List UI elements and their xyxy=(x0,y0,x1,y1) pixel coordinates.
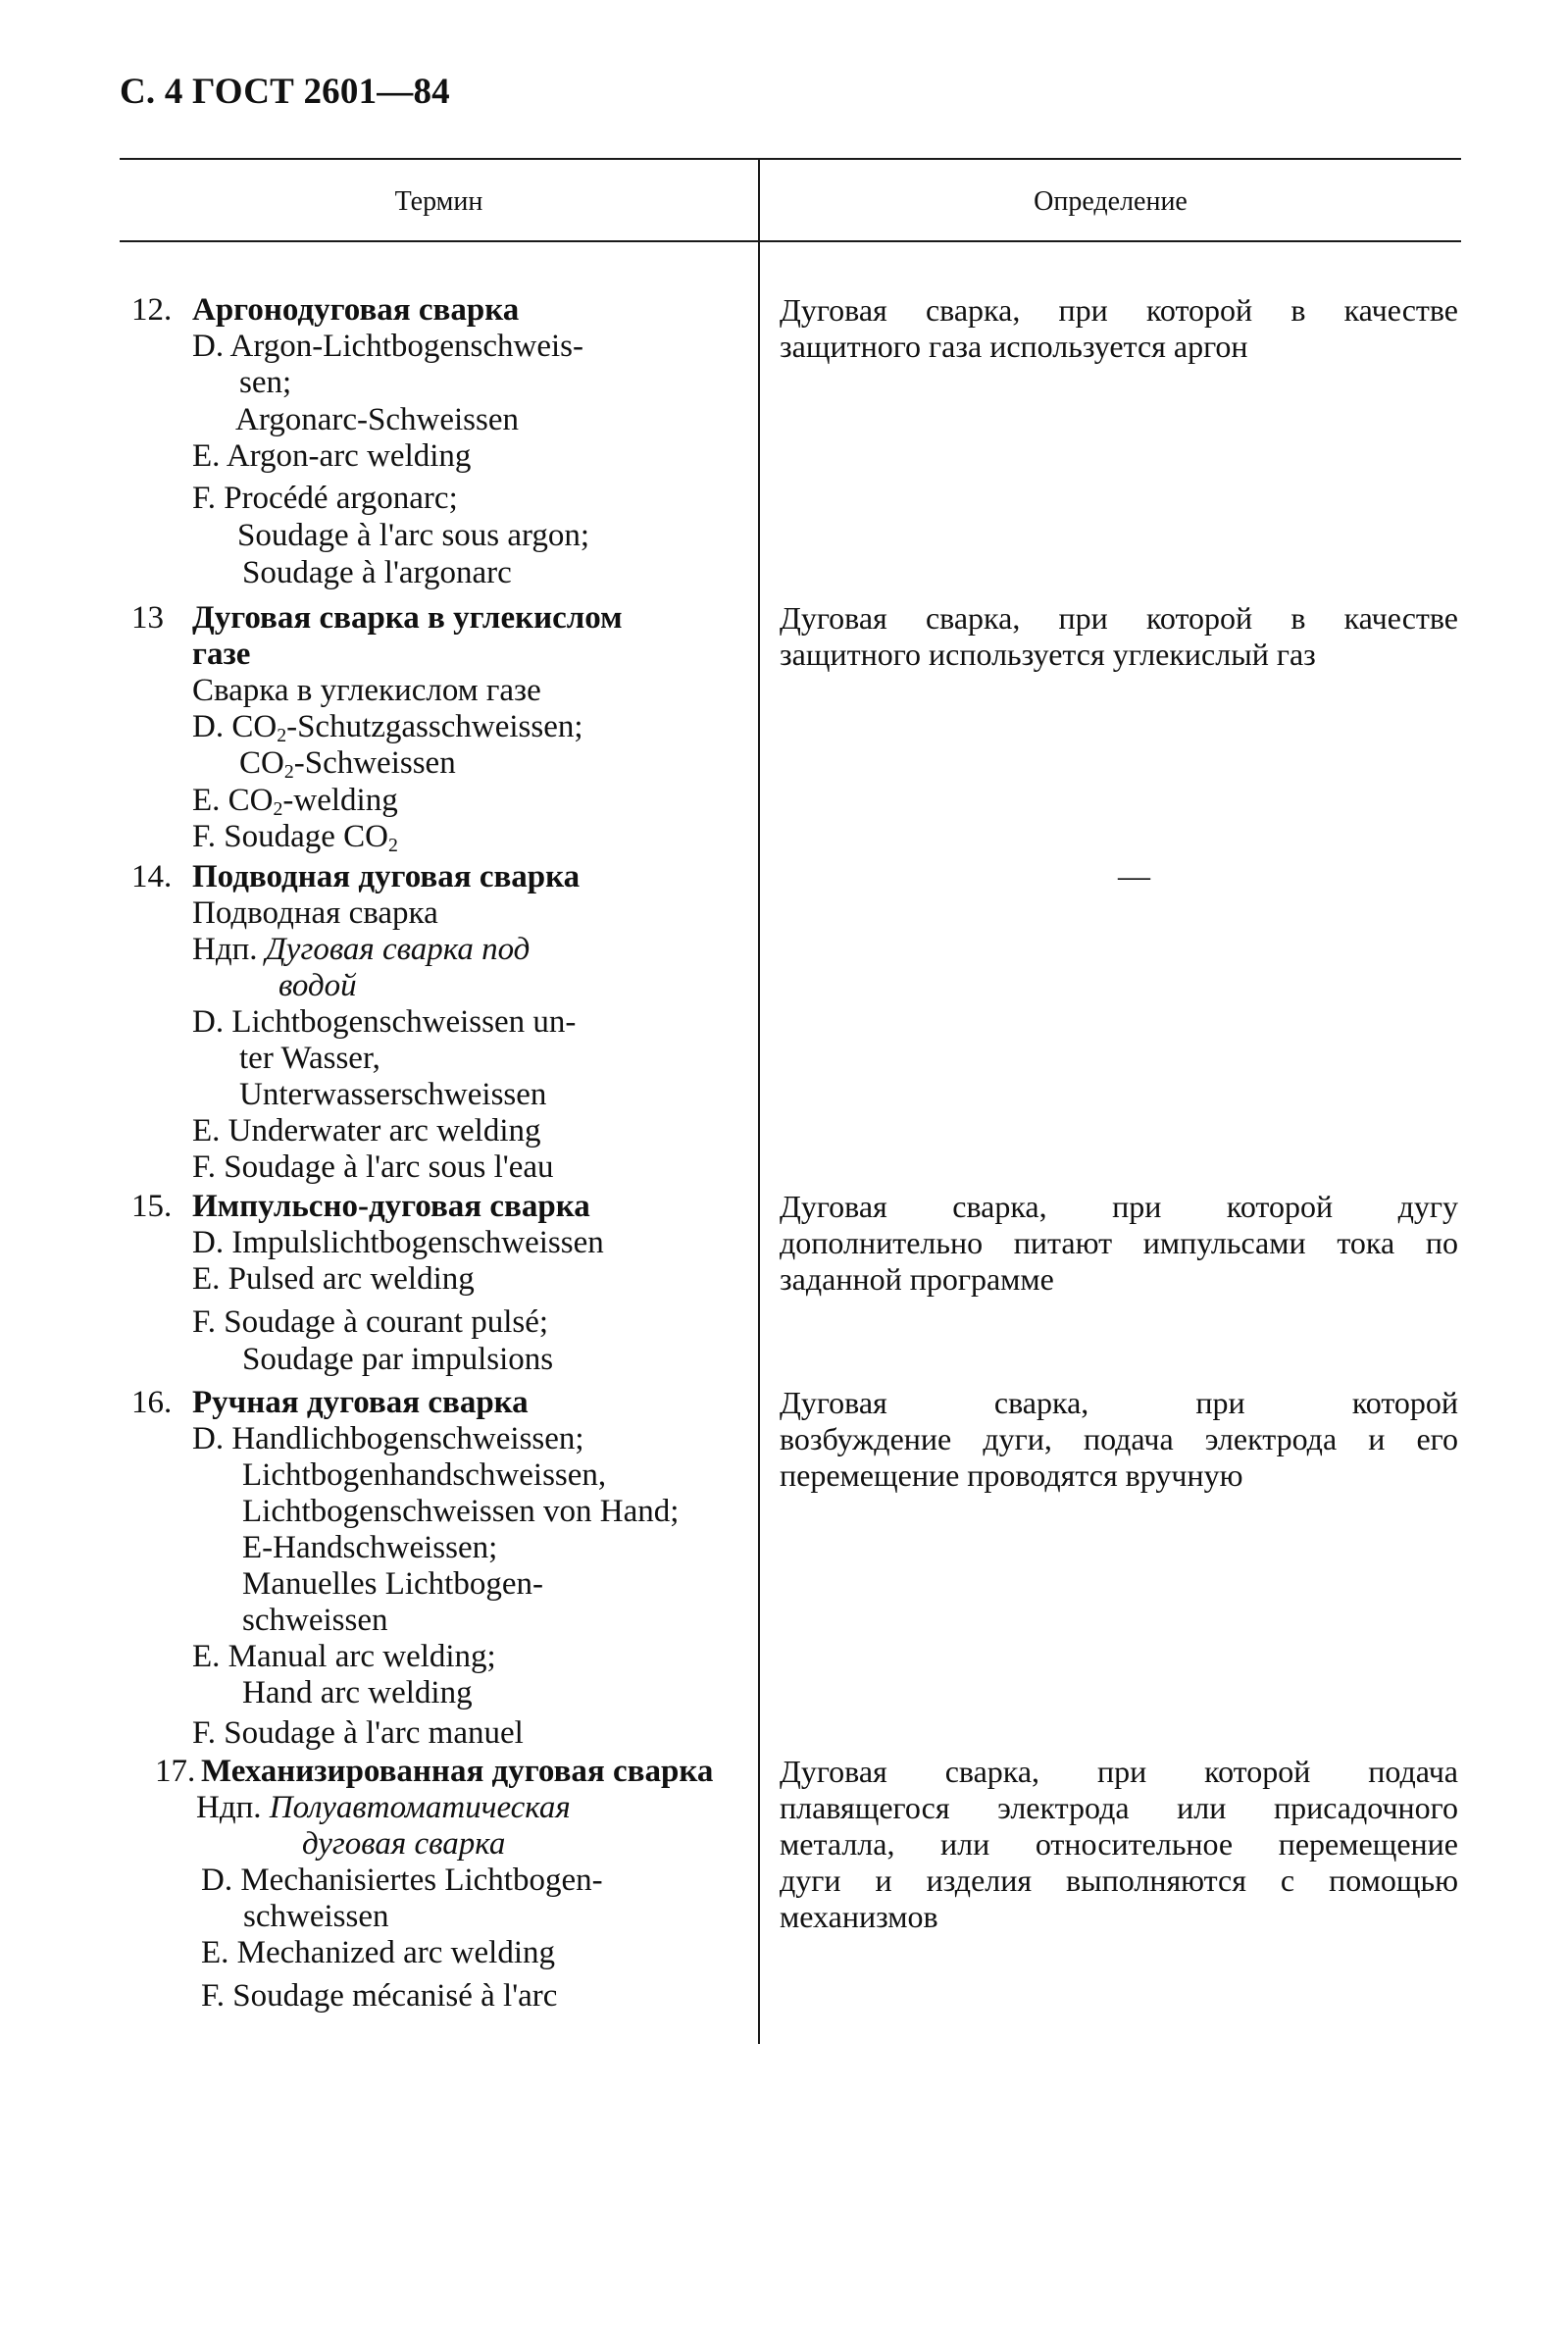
term-line: E. Mechanized arc welding xyxy=(201,1935,556,1970)
term-line: D. Mechanisiertes Lichtbogen- xyxy=(201,1863,603,1898)
term-line: Lichtbogenschweissen von Hand; xyxy=(242,1494,680,1529)
definition-line: механизмов xyxy=(780,1899,938,1934)
term-line: Argonarc-Schweissen xyxy=(235,402,519,437)
definition-line: плавящегося электрода или присадочного xyxy=(780,1790,1458,1825)
term-line: F. Soudage à courant pulsé; xyxy=(192,1304,549,1340)
definition-line: возбуждение дуги, подача электрода и его xyxy=(780,1421,1458,1456)
entry-number: 14. xyxy=(131,859,173,894)
entry-number: 12. xyxy=(131,292,173,328)
column-divider xyxy=(758,158,760,2044)
definition-line: дополнительно питают импульсами тока по xyxy=(780,1225,1458,1260)
definition-line: металла, или относительное перемещение xyxy=(780,1826,1458,1862)
definition-line: Дуговая сварка, при которой дугу xyxy=(780,1189,1458,1224)
term-title: Импульсно-дуговая сварка xyxy=(192,1189,590,1224)
term-line: F. Procédé argonarc; xyxy=(192,481,458,516)
term-line: sen; xyxy=(239,365,292,400)
term-line: водой xyxy=(278,968,357,1003)
term-title: Аргонодуговая сварка xyxy=(192,292,520,328)
term-title: Дуговая сварка в углекислом xyxy=(192,600,623,636)
definition-14-dash: — xyxy=(1118,859,1150,894)
definition-line: Дуговая сварка, при которой в качестве xyxy=(780,600,1458,636)
definition-line: защитного используется углекислый газ xyxy=(780,637,1316,672)
term-line: $CO_2$-Schweissen xyxy=(239,745,456,783)
term-line: F. Soudage à l'arc manuel xyxy=(192,1715,524,1751)
term-line: E. Pulsed arc welding xyxy=(192,1261,475,1297)
table-top-rule xyxy=(120,158,1461,160)
term-line: E-Handschweissen; xyxy=(242,1530,498,1565)
term-title: Ручная дуговая сварка xyxy=(192,1385,529,1420)
table-header-rule xyxy=(120,240,1461,242)
definition-16 xyxy=(780,1385,1458,1494)
term-line: Подводная сварка xyxy=(192,895,438,931)
term-line: Ндп. Дуговая сварка под xyxy=(192,932,531,967)
term-line: Unterwasserschweissen xyxy=(239,1077,547,1112)
definition-line: перемещение проводятся вручную xyxy=(780,1457,1243,1493)
entry-number: 16. xyxy=(131,1385,173,1420)
term-line: Soudage à l'argonarc xyxy=(242,555,512,590)
term-title: Механизированная дуговая сварка xyxy=(201,1754,714,1789)
term-line: Soudage par impulsions xyxy=(242,1342,554,1377)
entry-number: 15. xyxy=(131,1189,173,1224)
term-line: E. Manual arc welding; xyxy=(192,1639,496,1674)
term-line: E. Argon-arc welding xyxy=(192,438,472,474)
term-line: F. Soudage $CO_2$ xyxy=(192,819,398,856)
definition-line: заданной программе xyxy=(780,1261,1054,1297)
definition-line: Дуговая сварка, при которой подача xyxy=(780,1754,1458,1789)
definition-line: Дуговая сварка, при которой xyxy=(780,1385,1458,1420)
definition-line: Дуговая сварка, при которой в качестве xyxy=(780,292,1458,328)
term-title: газе xyxy=(192,637,251,672)
term-line: Soudage à l'arc sous argon; xyxy=(237,518,590,553)
term-line: Сварка в углекислом газе xyxy=(192,673,541,708)
term-line: Manuelles Lichtbogen- xyxy=(242,1566,543,1602)
term-line: Hand arc welding xyxy=(242,1675,473,1710)
term-line: Ндп. Полуавтоматическая xyxy=(196,1790,571,1825)
definition-line: дуги и изделия выполняются с помощью xyxy=(780,1863,1458,1898)
column-header-definition: Определение xyxy=(1034,186,1188,217)
definition-line: защитного газа используется аргон xyxy=(780,329,1248,364)
term-line: D. Lichtbogenschweissen un- xyxy=(192,1004,577,1040)
term-line: F. Soudage mécanisé à l'arc xyxy=(201,1978,558,2014)
term-line: Lichtbogenhandschweissen, xyxy=(242,1457,607,1493)
definition-15 xyxy=(780,1189,1458,1298)
entry-number: 17. xyxy=(155,1754,196,1789)
definition-12 xyxy=(780,292,1458,365)
definition-17 xyxy=(780,1754,1458,1935)
term-line: schweissen xyxy=(242,1603,388,1638)
definition-13 xyxy=(780,600,1458,673)
term-line: D. Handlichbogenschweissen; xyxy=(192,1421,584,1456)
page-header: С. 4 ГОСТ 2601—84 xyxy=(120,72,450,112)
term-line: D. Impulslichtbogenschweissen xyxy=(192,1225,604,1260)
term-title: Подводная дуговая сварка xyxy=(192,859,581,894)
term-line: E. $CO_2$-welding xyxy=(192,783,398,820)
term-line: D. Argon-Lichtbogenschweis- xyxy=(192,329,583,364)
term-line: schweissen xyxy=(243,1899,389,1934)
entry-number: 13 xyxy=(131,600,164,636)
term-line: F. Soudage à l'arc sous l'eau xyxy=(192,1149,554,1185)
term-line: дуговая сварка xyxy=(302,1826,506,1862)
term-line: ter Wasser, xyxy=(239,1041,380,1076)
term-line: E. Underwater arc welding xyxy=(192,1113,541,1148)
term-line: D. $CO_2$-Schutzgasschweissen; xyxy=(192,709,583,746)
column-header-term: Термин xyxy=(394,186,483,217)
